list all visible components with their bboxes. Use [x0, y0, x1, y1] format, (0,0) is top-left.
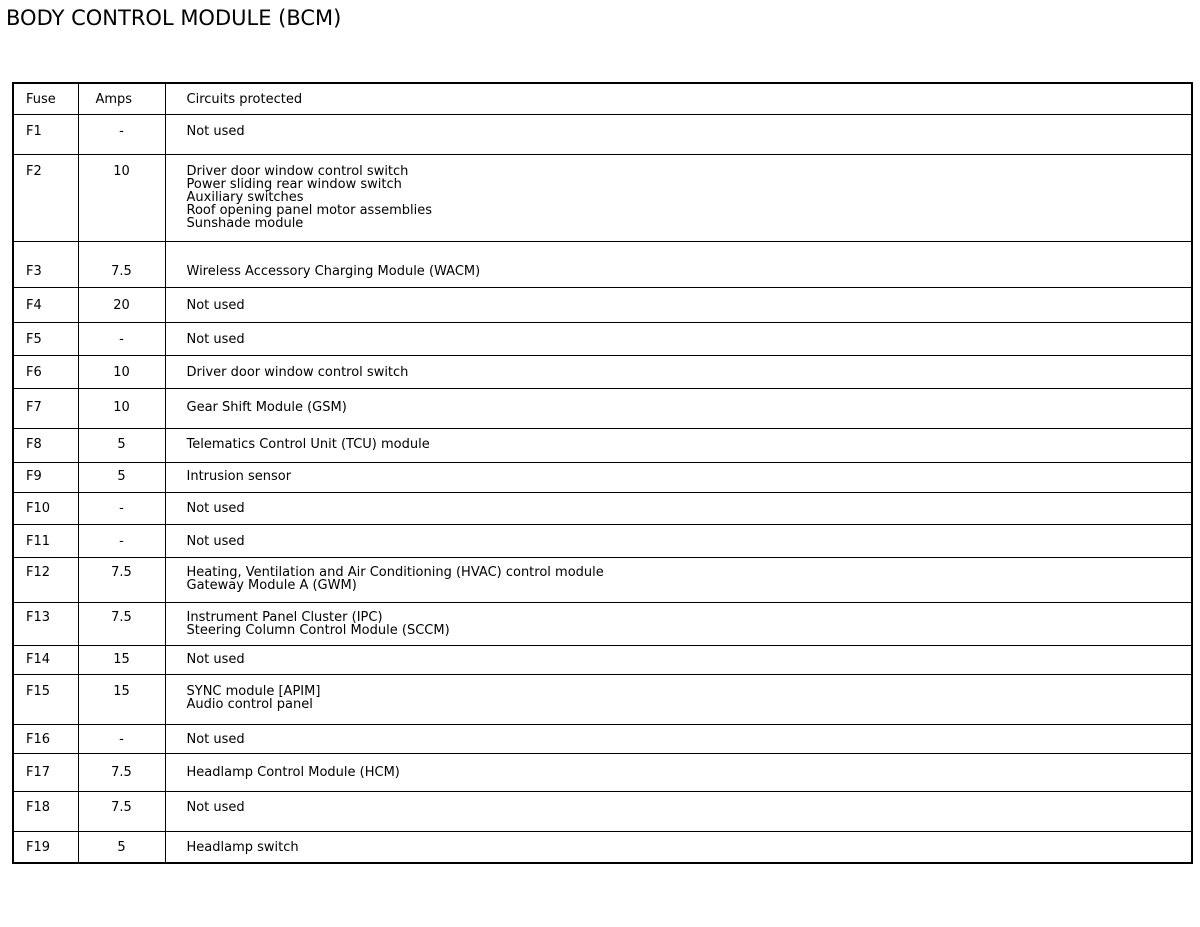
fuse-circuits: [165, 524, 1192, 557]
fuse-amps: -: [78, 114, 165, 154]
table-row: [13, 602, 1192, 645]
circuit-line: Gear Shift Module (GSM): [186, 399, 347, 415]
header-fuse: Fuse: [13, 83, 78, 114]
table-row: [13, 241, 1192, 287]
fuse-circuits: [165, 322, 1192, 355]
header-circuits: Circuits protected: [165, 83, 1192, 114]
fuse-circuits: [165, 428, 1192, 462]
fuse-circuits: [165, 602, 1192, 645]
fuse-circuits: [165, 492, 1192, 524]
fuse-amps: 10: [78, 154, 165, 241]
circuit-line: Driver door window control switch: [186, 163, 409, 179]
fuse-id: F18: [13, 791, 78, 831]
circuit-line: Driver door window control switch: [186, 364, 409, 380]
fuse-id: F8: [13, 428, 78, 462]
circuit-line: Not used: [186, 297, 245, 313]
circuit-line: Not used: [186, 731, 245, 747]
table-row: [13, 428, 1192, 462]
table-row: [13, 724, 1192, 753]
fuse-id: F16: [13, 724, 78, 753]
circuit-line: Sunshade module: [186, 215, 304, 231]
fuse-id: F19: [13, 831, 78, 863]
circuit-line: Roof opening panel motor assemblies: [186, 202, 433, 218]
fuse-id: F10: [13, 492, 78, 524]
table-row: [13, 322, 1192, 355]
circuit-line: Headlamp Control Module (HCM): [186, 764, 400, 780]
fuse-amps: -: [78, 492, 165, 524]
fuse-id: F9: [13, 462, 78, 492]
table-row: [13, 355, 1192, 388]
fuse-amps: 5: [78, 428, 165, 462]
fuse-id: F15: [13, 674, 78, 724]
fuse-circuits: [165, 557, 1192, 602]
fuse-circuits: [165, 462, 1192, 492]
table-row: [13, 791, 1192, 831]
fuse-amps: 7.5: [78, 791, 165, 831]
fuse-circuits: [165, 753, 1192, 791]
fuse-amps: 5: [78, 462, 165, 492]
fuse-amps: 7.5: [78, 557, 165, 602]
fuse-id: F5: [13, 322, 78, 355]
circuit-line: Instrument Panel Cluster (IPC): [186, 609, 383, 625]
fuse-amps: -: [78, 724, 165, 753]
fuse-id: F4: [13, 287, 78, 322]
circuit-line: Wireless Accessory Charging Module (WACM): [186, 263, 481, 279]
circuit-line: Not used: [186, 331, 245, 347]
table-row: [13, 462, 1192, 492]
table-row: [13, 492, 1192, 524]
fuse-circuits: [165, 154, 1192, 241]
fuse-id: F14: [13, 645, 78, 674]
fuse-amps: 7.5: [78, 753, 165, 791]
table-row: [13, 674, 1192, 724]
page-title: BODY CONTROL MODULE (BCM): [6, 6, 342, 30]
table-row: [13, 114, 1192, 154]
table-row: [13, 645, 1192, 674]
fuse-amps: 10: [78, 388, 165, 428]
circuit-line: Not used: [186, 651, 245, 667]
fuse-amps: 15: [78, 645, 165, 674]
fuse-amps: 7.5: [78, 241, 165, 287]
fuse-id: F2: [13, 154, 78, 241]
circuit-line: Intrusion sensor: [186, 468, 292, 484]
fuse-amps: 20: [78, 287, 165, 322]
fuse-circuits: [165, 791, 1192, 831]
table-row: [13, 524, 1192, 557]
table-header-row: [13, 83, 1192, 114]
fuse-amps: 7.5: [78, 602, 165, 645]
table-row: [13, 557, 1192, 602]
circuit-line: Auxiliary switches: [186, 189, 304, 205]
fuse-id: F11: [13, 524, 78, 557]
fuse-amps: 5: [78, 831, 165, 863]
circuit-line: Telematics Control Unit (TCU) module: [186, 436, 430, 452]
circuit-line: Headlamp switch: [186, 839, 299, 855]
circuit-line: Not used: [186, 500, 245, 516]
table-row: [13, 753, 1192, 791]
fuse-circuits: [165, 114, 1192, 154]
fuse-id: F1: [13, 114, 78, 154]
circuit-line: Steering Column Control Module (SCCM): [186, 622, 450, 638]
circuit-line: SYNC module [APIM]: [186, 683, 321, 699]
header-amps: Amps: [78, 83, 165, 114]
circuit-line: Heating, Ventilation and Air Conditioning (HVAC) control module: [186, 564, 604, 580]
fuse-id: F6: [13, 355, 78, 388]
fuse-id: F7: [13, 388, 78, 428]
circuit-line: Not used: [186, 123, 245, 139]
fuse-amps: 10: [78, 355, 165, 388]
circuit-line: Not used: [186, 533, 245, 549]
fuse-circuits: [165, 724, 1192, 753]
fuse-circuits: [165, 645, 1192, 674]
fuse-amps: -: [78, 524, 165, 557]
fuse-amps: 15: [78, 674, 165, 724]
fuse-id: F12: [13, 557, 78, 602]
table-row: [13, 388, 1192, 428]
fuse-circuits: [165, 831, 1192, 863]
circuit-line: Audio control panel: [186, 696, 313, 712]
fuse-circuits: [165, 241, 1192, 287]
fuse-id: F13: [13, 602, 78, 645]
fuse-table: [12, 82, 1193, 864]
fuse-id: F17: [13, 753, 78, 791]
circuit-line: Gateway Module A (GWM): [186, 577, 357, 593]
fuse-circuits: [165, 355, 1192, 388]
fuse-circuits: [165, 674, 1192, 724]
fuse-circuits: [165, 388, 1192, 428]
fuse-circuits: [165, 287, 1192, 322]
fuse-id: F3: [13, 241, 78, 287]
circuit-line: Not used: [186, 799, 245, 815]
table-row: [13, 154, 1192, 241]
table-row: [13, 287, 1192, 322]
table-row: [13, 831, 1192, 863]
circuit-line: Power sliding rear window switch: [186, 176, 402, 192]
fuse-amps: -: [78, 322, 165, 355]
